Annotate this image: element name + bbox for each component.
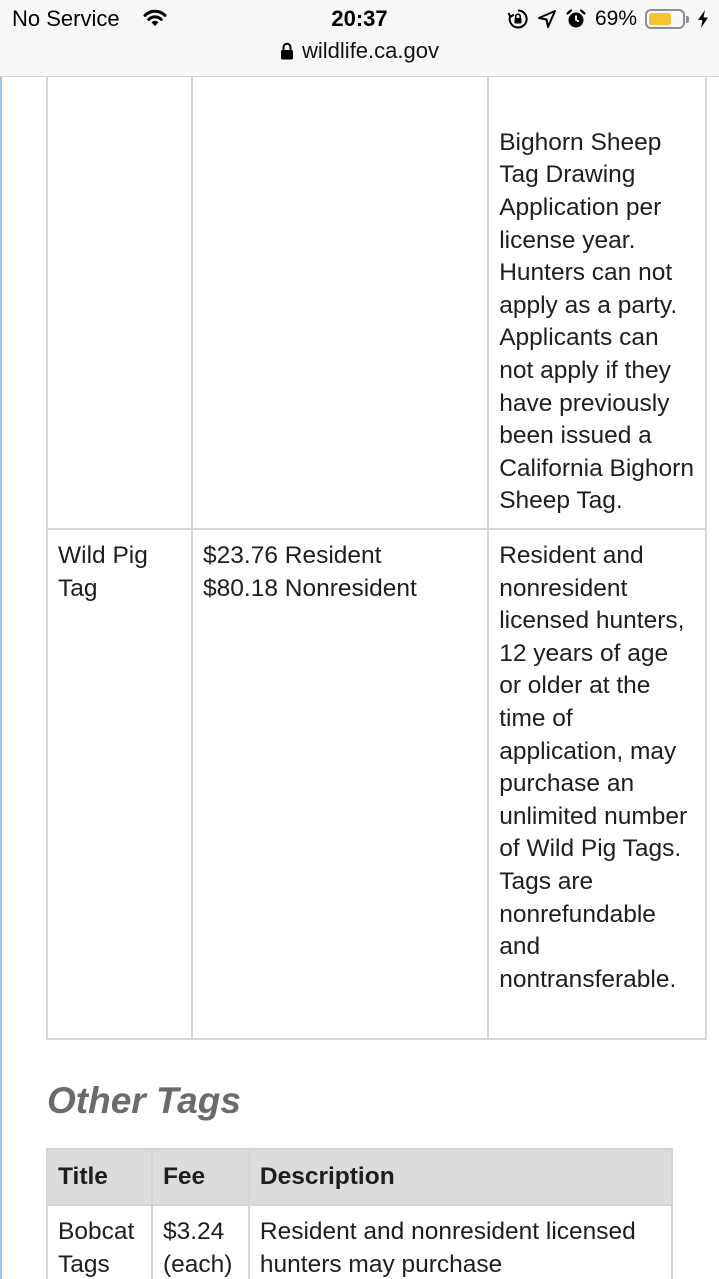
status-icons [507,6,709,32]
column-header-title: Title [47,1149,152,1205]
section-heading-other-tags: Other Tags [47,1080,241,1121]
location-arrow-icon [537,9,557,29]
status-bar [0,0,719,77]
url-text: wildlife.ca.gov [302,38,439,63]
address-bar[interactable] [0,38,719,66]
battery-icon [645,9,685,29]
column-header-description: Description [249,1149,672,1205]
tag-description-cell [488,41,706,529]
table-header-row [47,1149,672,1205]
tag-fee-cell [152,1205,249,1279]
tag-title-cell [47,41,192,529]
tag-description-cell [249,1205,672,1279]
other-tags-table [46,1148,673,1279]
alarm-icon [565,8,587,30]
carrier-label: No Service [12,6,120,31]
screen-rotation-lock-icon [507,8,529,30]
charging-bolt-icon [697,9,709,29]
clock: 20:37 [331,6,388,31]
lock-icon [280,40,294,66]
fee-nonresident: $80.18 Nonresident [203,574,417,602]
table-row [47,41,706,529]
battery-level [649,13,671,25]
page-left-border [0,76,2,1279]
tag-description: Resident and nonresident licensed hunters may purchase [259,1218,636,1278]
tag-title: Wild Pig Tag [58,542,148,602]
fee-unit: (each) [162,1250,233,1278]
column-header-fee: Fee [152,1149,249,1205]
table-row [47,529,706,1039]
tag-description-cell [488,529,706,1039]
fee-resident: $23.76 Resident [203,542,382,569]
table-row [47,1205,672,1279]
tag-fee-cell [192,529,488,1039]
fee-amount: $3.24 [162,1218,225,1245]
battery-percentage: 69% [594,7,637,30]
tag-fee-cell [192,41,488,529]
tag-title: Bobcat Tags [58,1218,135,1278]
tag-description: Bighorn Sheep Tag Drawing Application per license year. Hunters can not apply as a party. Applicants can not apply if they have previously been issued a California Bighorn Sheep Tag. [499,128,694,515]
tag-title-cell [47,1205,152,1279]
tag-title-cell [47,529,192,1039]
big-game-tags-table [46,40,707,1040]
tag-description: Resident and nonresident licensed hunters, 12 years of age or older at the time of application, may purchase an unlimited number of Wild Pig Tags. Tags are nonrefundable and nontransferable. [499,542,688,993]
